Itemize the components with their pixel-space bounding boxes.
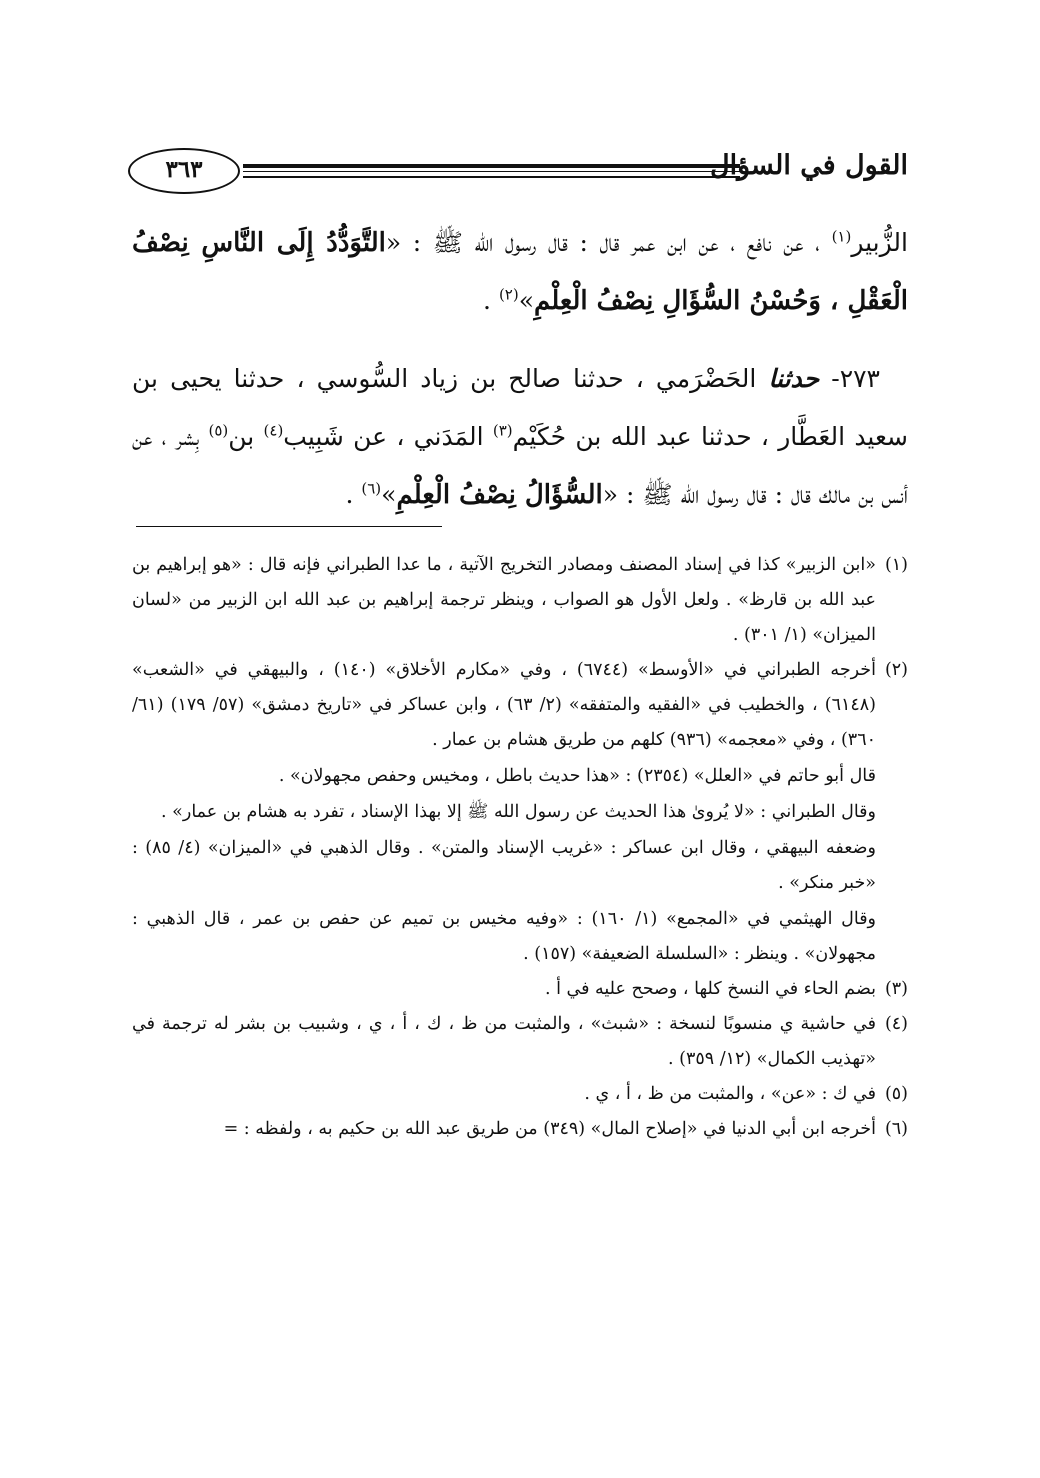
hadith-quote: التَّوَدُّدُ إِلَى النَّاسِ نِصْفُ الْعَقْلِ ، وَحُسْنُ السُّؤَالِ نِصْفُ الْعِلْمِ <box>132 228 908 316</box>
footnote-2 <box>132 653 908 972</box>
footnote-number: (١) <box>884 555 908 575</box>
footnote-1 <box>132 548 908 653</box>
footnote-ref-6: (٦) <box>361 479 382 498</box>
footnote-text: وقال الهيثمي في «المجمع» (١/ ١٦٠) : «وفيه مخيس بن تميم عن حفص بن عمر ، قال الذهبي : مجهولان» . وينظر : «السلسلة الضعيفة» (١٥٧) . <box>132 909 877 964</box>
footnote-separator <box>136 526 442 527</box>
page-number: ٣٦٣ <box>128 148 240 194</box>
footnote-ref-2: (٢) <box>498 285 519 304</box>
footnote-ref-4: (٤) <box>263 421 284 440</box>
header-rule <box>243 164 740 178</box>
haddathana-word: حدثنا <box>768 364 820 393</box>
footnote-text: وضعفه البيهقي ، وقال ابن عساكر : «غريب الإسناد والمتن» . وقال الذهبي في «الميزان» (٤/ ٨٥) : «خبر منكر» . <box>132 838 876 893</box>
footnote-number: (٥) <box>884 1084 908 1104</box>
footnote-number: (٣) <box>884 979 908 999</box>
footnote-ref-1: (١) <box>831 227 852 246</box>
footnotes <box>132 548 908 1147</box>
page-header <box>128 148 908 198</box>
footnote-text: في حاشية ي منسوبًا لنسخة : «شبث» ، والمثبت من ظ ، ك ، أ ، ي ، وشبيب بن بشر له ترجمة في «تهذيب الكمال» (١٢/ ٣٥٩) . <box>132 1014 876 1069</box>
footnote-number: (٢) <box>884 660 908 680</box>
footnote-text: في ك : «عن» ، والمثبت من ظ ، أ ، ي . <box>584 1084 876 1104</box>
running-title: القول في السؤال <box>709 150 908 181</box>
footnote-text: بضم الحاء في النسخ كلها ، وصحح عليه في أ . <box>544 979 876 999</box>
footnote-text: أخرجه الطبراني في «الأوسط» (٦٧٤٤) ، وفي «مكارم الأخلاق» (١٤٠) ، والبيهقي في «الشعب» (٦١٤٨) ، والخطيب في «الفقيه والمتفقه» (٢/ ٦٣) ، وابن عساكر في «تاريخ دمشق» (٥٧/ ١٧٩) (٦١/ ٣٦٠) ، وفي «معجمه» (٩٣٦) كلهم من طريق هشام بن عمار . <box>132 660 876 750</box>
footnote-3 <box>132 972 908 1007</box>
footnote-6 <box>132 1112 908 1147</box>
footnote-5 <box>132 1077 908 1112</box>
hadith-number: ٢٧٣ <box>839 364 880 393</box>
footnote-text: قال أبو حاتم في «العلل» (٢٣٥٤) : «هذا حديث باطل ، ومخيس وحفص مجهولان» . <box>278 766 876 786</box>
hadith-quote: السُّؤَالُ نِصْفُ الْعِلْمِ <box>396 480 603 510</box>
footnote-number: (٦) <box>884 1119 908 1139</box>
footnote-number: (٤) <box>884 1014 908 1034</box>
paragraph-hadith-272-end: الزُّبير$^{(١)}$ ، عن نافع ، عن ابن عمر قال : قال رسول الله ﷺ : «التَّوَدُّدُ إِلَى النَّاسِ نِصْفُ الْعَقْلِ ، وَحُسْنُ السُّؤَالِ نِصْفُ الْعِلْمِ»$^{(٢)}$ . <box>132 227 908 316</box>
footnote-ref-5: (٥) <box>208 421 229 440</box>
main-text <box>132 214 908 524</box>
footnote-ref-3: (٣) <box>492 421 513 440</box>
paragraph-hadith-273: ٢٧٣- حدثنا الحَضْرَمي ، حدثنا صالح بن زياد السُّوسي ، حدثنا يحيى بن سعيد العَطَّار ، حدثنا عبد الله بن حُكَيْم$^{(٣)}$ المَدَني ، عن شَبِيب$^{(٤)}$ بن$^{(٥)}$ بِشر ، عن أنس بن مالك قال : قال رسول الله ﷺ : «السُّؤَالُ نِصْفُ الْعِلْمِ»$^{(٦)}$ . <box>132 364 908 510</box>
footnote-text: أخرجه ابن أبي الدنيا في «إصلاح المال» (٣٤٩) من طريق عبد الله بن حكيم به ، ولفظه : = <box>223 1119 876 1139</box>
footnote-text: «ابن الزبير» كذا في إسناد المصنف ومصادر التخريج الآتية ، ما عدا الطبراني فإنه قال : «هو إبراهيم بن عبد الله بن قارظ» . ولعل الأول هو الصواب ، وينظر ترجمة إبراهيم بن عبد الله ابن الزبير من «لسان الميزان» (١/ ٣٠١) . <box>132 555 876 645</box>
footnote-text: وقال الطبراني : «لا يُروىٰ هذا الحديث عن رسول الله ﷺ إلا بهذا الإسناد ، تفرد به هشام بن عمار» . <box>161 802 876 822</box>
footnote-4 <box>132 1007 908 1077</box>
